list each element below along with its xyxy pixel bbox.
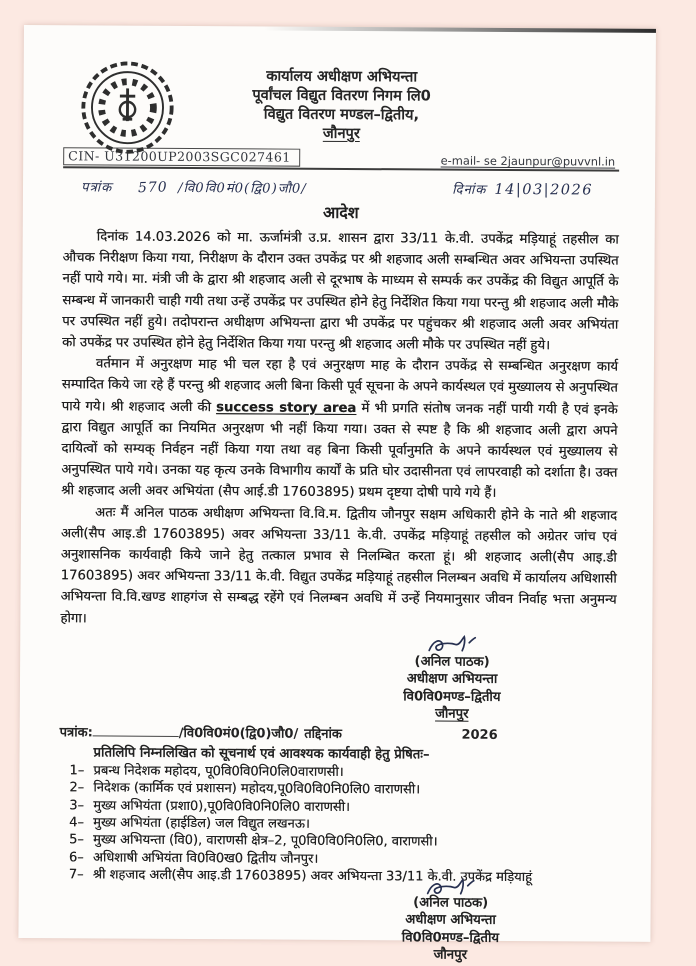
recipient-text: प्रबन्ध निदेशक महोदय, पू0वि0वि0नि0लि0वाराणसी। [93, 763, 344, 780]
copy-intro-line: प्रतिलिपि निम्नलिखित को सूचनार्थ एवं आवश्यक कार्यवाही हेतु प्रेषितः– [93, 745, 430, 763]
signer-division: वि0वि0मण्ड–द्वितीय [401, 930, 500, 946]
copy-reference-line [60, 722, 616, 743]
signer-division: वि0वि0मण्ड–द्वितीय [403, 689, 501, 705]
recipient-text: मुख्य अभियंता (प्रशा0),पू0वि0वि0नि0लि0 वाराणसी। [93, 798, 350, 815]
signer-city: जौनपुर [435, 706, 469, 723]
same-date-label: तद्दिनांक [304, 726, 342, 742]
recipient-text: मुख्य अभियंता (हाईडिल) जल विद्युत लखनऊ। [93, 815, 310, 832]
uppcl-logo-icon [79, 59, 176, 156]
paragraph-1: दिनांक 14.03.2026 को मा. ऊर्जामंत्री उ.प्र. शासन द्वारा 33/11 के.वी. उपकेंद्र मड़ियाहूं तहसील का औचक निरीक्षण किया गया, निरीक्षण के दौरान उक्त उपकेंद्र पर श्री शहजाद अली सम्बन्धित अवर अभियन्ता उपस्थित नहीं पाये गये। मा. मंत्री जी के द्वारा श्री शहजाद अली से दूरभाष के माध्यम से सम्पर्क कर उपकेंद्र की विद्युत आपूर्ति के सम्बन्ध में जानकारी चाही गयी तथा उन्हें उपकेंद्र पर उपस्थित होने हेतु निर्देशित किया गया परन्तु श्री शहजाद अली मौके पर उपस्थित नहीं हुये। तदोपरान्त अधीक्षण अभियन्ता द्वारा भी उपकेंद्र पर पहुंचकर श्री शहजाद अली अवर अभियंता को उपकेंद्र पर उपस्थित होने हेतु निर्देशित किया गया परन्तु श्री शहजाद अली मौके पर उपस्थित नहीं हुये। [62, 229, 619, 354]
recipient-number: 4– [69, 815, 84, 831]
letterhead [63, 65, 620, 171]
recipient-number: 5– [68, 832, 84, 848]
division-line: विद्युत वितरण मण्डल–द्वितीय, [263, 105, 420, 124]
order-title: आदेश [322, 202, 359, 223]
signature-block-1 [352, 633, 553, 724]
paragraph-2 [61, 353, 618, 505]
blank-number-line [93, 723, 179, 737]
letter-number-label-2: पत्रांक: [59, 725, 93, 741]
recipient-number: 7– [68, 867, 84, 883]
signer-name: (अनिल पाठक) [413, 895, 489, 911]
recipient-number: 2– [69, 780, 85, 796]
handwritten-date: 14|03|2026 [494, 181, 594, 199]
recipient-text: निदेशक (कार्मिक एवं प्रशासन) महोदय,पू0वि0वि0नि0लि0 वाराणसी। [93, 780, 421, 798]
signer-designation: अधीक्षण अभियन्ता [406, 671, 498, 688]
handwritten-letter-number: 570 [138, 179, 169, 197]
handwritten-signature-icon [425, 633, 479, 655]
city-line: जौनपुर [322, 124, 360, 143]
letter-number-label: पत्रांक [80, 180, 113, 196]
recipient-number: 1– [69, 763, 85, 779]
company-line: पूर्वांचल विद्युत वितरण निगम लि0 [252, 86, 431, 105]
date-label: दिनांक [452, 182, 487, 198]
office-code-2: /वि0वि0मं0(द्वि0)जौ0/ [178, 725, 299, 742]
recipient-number: 3– [69, 797, 85, 814]
recipient-text: श्री शहजाद अली(सैप आइ.डी 17603895) अवर अभियन्ता 33/11 के.वी. उपकेंद्र मड़ियाहूं [92, 867, 532, 886]
date-wrap [452, 180, 593, 199]
office-code: /वि0वि0मं0(द्वि0)जौ0/ [178, 180, 307, 197]
paragraph-2-text-cont: में भी प्रगति संतोष जनक नहीं पायी गयी है एवं इनके द्वारा विद्युत आपूर्ति का नियमित अनुरक्षण भी नहीं किया गया। उक्त से स्पष्ट है कि श्री शहजाद अली द्वारा अपने दायित्वों को सम्यक् निर्वहन नहीं किया गया तथा वह बिना किसी पूर्वानुमति के अपने कार्यस्थल एवं मुख्यालय से अनुपस्थित पाये गये। उनका यह कृत्य उनके विभागीय कार्यों के प्रति घोर उदासीनता एवं लापरवाही को दर्शाता है। उक्त श्री शहजाद अली अवर अभियंता (सैप आई.डी 17603895) प्रथम दृष्टया दोषी पाये गये हैं। [61, 400, 618, 502]
recipient-number: 6– [68, 850, 84, 866]
cin-number: CIN- U31200UP2003SGC027461 [63, 147, 300, 166]
signature-block-2 [350, 876, 551, 965]
paragraph-3: अतः मैं अनिल पाठक अधीक्षण अभियन्ता वि.वि.म. द्वितीय जौनपुर सक्षम अधिकारी होने के नाते श्री शहजाद अली(सैप आइ.डी 17603895) अवर अभियन्ता 33/11 के.वी. उपकेंद्र मड़ियाहूं तहसील को अग्रेतर जांच एवं अनुशासनिक कार्यवाही किये जाने हेतु तत्काल प्रभाव से निलम्बित करता हूं। श्री शहजाद अली(सैप आइ.डी 17603895) अवर अभियन्ता 33/11 के.वी. विद्युत उपकेंद्र मड़ियाहूं तहसील निलम्बन अवधि में कार्यालय अधिशासी अभियन्ता वि.वि.खण्ड शाहगंज से सम्बद्ध रहेंगे एवं निलम्बन अवधि में उन्हें नियमानुसार जीवन निर्वाह भत्ता अनुमन्य होगा। [60, 505, 618, 627]
paragraph-2-text: वर्तमान में अनुरक्षण माह भी चल रहा है एवं अनुरक्षण माह के दौरान उपकेंद्र से सम्बन्धित अनुरक्षण कार्य सम्पादित किये जा रहे हैं परन्तु श्री शहजाद अली बिना किसी पूर्व सूचना के अपने कार्यस्थल एवं मुख्यालय से अनुपस्थित पाये गये। श्री शहजाद अली की [61, 356, 618, 415]
office-line: कार्यालय अधीक्षण अभियन्ता [266, 67, 418, 86]
document-page [18, 25, 656, 963]
recipient-text: अधिशाषी अभियंता वि0वि0ख0 द्वितीय जौनपुर। [92, 850, 319, 867]
signer-city: जौनपुर [433, 947, 468, 963]
signer-designation: अधीक्षण अभियन्ता [405, 912, 496, 929]
reference-line [81, 177, 619, 198]
recipient-list [61, 762, 616, 887]
year-text: 2026 [461, 727, 498, 743]
recipient-text: मुख्य अभियन्ता (वि0), वाराणसी क्षेत्र–2, पू0वि0वि0नि0लि0, वाराणसी। [92, 832, 438, 851]
success-story-highlight: success story area [216, 399, 357, 416]
signer-name: (अनिल पाठक) [414, 654, 490, 670]
email-address: e-mail- se 2jaunpur@puvvnl.in [440, 153, 616, 169]
